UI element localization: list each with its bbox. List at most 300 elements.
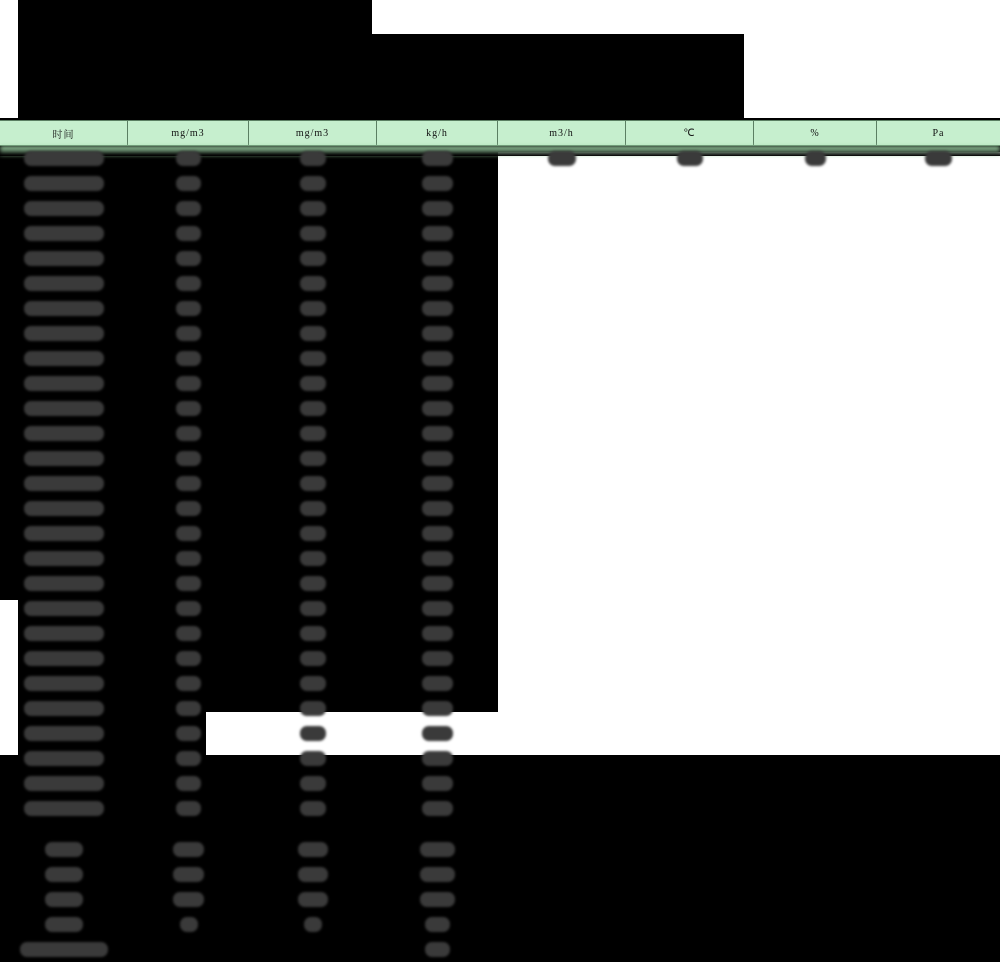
cell-value (300, 626, 326, 641)
table-cell-conc2 (249, 912, 377, 937)
table-cell-conc2 (249, 696, 377, 721)
table-cell-temp (626, 346, 754, 371)
table-cell-press (877, 146, 1000, 171)
cell-value (24, 751, 104, 766)
table-row (0, 621, 1000, 646)
cell-value (20, 942, 108, 957)
cell-value (24, 376, 104, 391)
table-cell-pct (754, 571, 877, 596)
table-row (0, 146, 1000, 171)
table-row (0, 296, 1000, 321)
table-row (0, 937, 1000, 962)
table-cell-press (877, 271, 1000, 296)
table-cell-pct (754, 421, 877, 446)
cell-value (422, 651, 453, 666)
cell-value (422, 576, 453, 591)
cell-value (173, 892, 203, 907)
table-cell-press (877, 621, 1000, 646)
cell-value (176, 726, 202, 741)
table-cell-mass (377, 446, 498, 471)
cell-value (300, 176, 326, 191)
table-cell-conc1 (128, 371, 249, 396)
table-cell-press (877, 746, 1000, 771)
table-cell-conc2 (249, 746, 377, 771)
table-cell-press (877, 446, 1000, 471)
table-row (0, 496, 1000, 521)
table-cell-conc2 (249, 296, 377, 321)
cell-value (45, 892, 83, 907)
table-cell-temp (626, 421, 754, 446)
table-cell-temp (626, 446, 754, 471)
table-cell-time (0, 471, 128, 496)
table-cell-mass (377, 246, 498, 271)
cell-value (24, 726, 104, 741)
cell-value (24, 651, 104, 666)
cell-value (176, 676, 202, 691)
table-cell-temp (626, 696, 754, 721)
table-cell-time (0, 646, 128, 671)
table-row (0, 696, 1000, 721)
table-block-separator (0, 821, 1000, 837)
table-cell-press (877, 246, 1000, 271)
table-cell-conc2 (249, 862, 377, 887)
cell-value (300, 326, 326, 341)
table-cell-time (0, 546, 128, 571)
table-row (0, 321, 1000, 346)
table-cell-conc2 (249, 146, 377, 171)
table-cell-pct (754, 471, 877, 496)
table-cell-press (877, 471, 1000, 496)
table-cell-time (0, 596, 128, 621)
table-cell-vol (498, 912, 626, 937)
table-cell-temp (626, 396, 754, 421)
cell-value (24, 176, 104, 191)
cell-value (425, 942, 451, 957)
table-cell-press (877, 296, 1000, 321)
cell-value (300, 401, 326, 416)
table-cell-time (0, 396, 128, 421)
table-cell-temp (626, 862, 754, 887)
cell-value (45, 917, 83, 932)
table-cell-conc1 (128, 221, 249, 246)
table-cell-vol (498, 171, 626, 196)
cell-value (24, 276, 104, 291)
table-cell-pct (754, 912, 877, 937)
table-cell-time (0, 571, 128, 596)
table-cell-press (877, 671, 1000, 696)
table-cell-conc1 (128, 546, 249, 571)
table-cell-press (877, 796, 1000, 821)
cell-value (176, 476, 202, 491)
table-cell-pct (754, 596, 877, 621)
table-cell-mass (377, 796, 498, 821)
table-cell-vol (498, 196, 626, 221)
table-cell-mass (377, 146, 498, 171)
cell-value (24, 151, 104, 166)
cell-value (304, 917, 322, 932)
cell-value (300, 551, 326, 566)
cell-value (300, 451, 326, 466)
unit-header-concentration-1: mg/m3 (128, 121, 249, 145)
table-cell-vol (498, 546, 626, 571)
table-row (0, 171, 1000, 196)
table-cell-pct (754, 246, 877, 271)
table-cell-pct (754, 696, 877, 721)
table-cell-conc1 (128, 171, 249, 196)
cell-value (24, 401, 104, 416)
table-cell-conc2 (249, 421, 377, 446)
cell-value (176, 451, 201, 466)
table-cell-conc2 (249, 321, 377, 346)
page-background-top-right-2 (744, 34, 1000, 118)
table-cell-time (0, 746, 128, 771)
table-cell-time (0, 296, 128, 321)
cell-value (176, 326, 202, 341)
table-cell-time (0, 912, 128, 937)
cell-value (300, 376, 326, 391)
table-cell-time (0, 696, 128, 721)
table-row (0, 771, 1000, 796)
table-cell-press (877, 696, 1000, 721)
table-cell-pct (754, 887, 877, 912)
table-cell-mass (377, 471, 498, 496)
table-cell-press (877, 346, 1000, 371)
table-cell-temp (626, 721, 754, 746)
table-cell-vol (498, 721, 626, 746)
table-row (0, 912, 1000, 937)
cell-value (176, 426, 202, 441)
table-cell-conc2 (249, 496, 377, 521)
table-cell-vol (498, 887, 626, 912)
table-cell-press (877, 496, 1000, 521)
table-cell-vol (498, 346, 626, 371)
cell-value (24, 626, 104, 641)
table-row (0, 546, 1000, 571)
table-cell-time (0, 446, 128, 471)
table-cell-pct (754, 446, 877, 471)
table-cell-conc1 (128, 646, 249, 671)
table-cell-time (0, 887, 128, 912)
table-row (0, 721, 1000, 746)
cell-value (422, 451, 453, 466)
cell-value (176, 176, 201, 191)
table-cell-vol (498, 371, 626, 396)
table-cell-conc2 (249, 521, 377, 546)
table-cell-mass (377, 696, 498, 721)
table-cell-conc1 (128, 446, 249, 471)
cell-value (176, 501, 202, 516)
cell-value (180, 917, 198, 932)
table-cell-time (0, 521, 128, 546)
cell-value (176, 226, 202, 241)
cell-value (45, 842, 83, 857)
cell-value (422, 476, 453, 491)
table-cell-conc1 (128, 696, 249, 721)
cell-value (422, 676, 453, 691)
table-cell-mass (377, 937, 498, 962)
table-cell-conc1 (128, 496, 249, 521)
table-cell-conc1 (128, 346, 249, 371)
unit-header-volume-flow: m3/h (498, 121, 626, 145)
table-cell-time (0, 271, 128, 296)
cell-value (422, 226, 453, 241)
table-cell-conc2 (249, 171, 377, 196)
table-cell-conc2 (249, 937, 377, 962)
cell-value (422, 601, 453, 616)
cell-value (422, 801, 453, 816)
table-cell-vol (498, 271, 626, 296)
table-cell-press (877, 371, 1000, 396)
table-cell-conc1 (128, 571, 249, 596)
cell-value (422, 351, 453, 366)
table-cell-vol (498, 246, 626, 271)
table-cell-pct (754, 837, 877, 862)
table-cell-press (877, 396, 1000, 421)
table-cell-pct (754, 862, 877, 887)
cell-value (176, 601, 201, 616)
table-cell-press (877, 421, 1000, 446)
table-cell-pct (754, 396, 877, 421)
table-cell-pct (754, 196, 877, 221)
table-cell-mass (377, 521, 498, 546)
table-unit-header-row (0, 120, 1000, 146)
unit-header-time: 时间 (0, 121, 128, 145)
cell-value (176, 376, 202, 391)
table-cell-pct (754, 521, 877, 546)
cell-value (176, 776, 201, 791)
table-cell-vol (498, 221, 626, 246)
cell-value (24, 476, 104, 491)
table-cell-pct (754, 646, 877, 671)
table-cell-temp (626, 937, 754, 962)
table-cell-mass (377, 371, 498, 396)
cell-value (176, 401, 202, 416)
table-cell-vol (498, 396, 626, 421)
table-cell-temp (626, 271, 754, 296)
unit-header-temperature: ℃ (626, 121, 754, 145)
cell-value (300, 801, 326, 816)
table-cell-conc2 (249, 571, 377, 596)
cell-value (422, 151, 453, 166)
table-cell-vol (498, 496, 626, 521)
table-cell-mass (377, 671, 498, 696)
table-cell-vol (498, 421, 626, 446)
page-background-top-right (372, 0, 1000, 34)
cell-value (422, 526, 453, 541)
table-cell-conc2 (249, 771, 377, 796)
table-cell-mass (377, 862, 498, 887)
cell-value (24, 301, 104, 316)
cell-value (176, 626, 202, 641)
table-cell-time (0, 621, 128, 646)
table-row (0, 396, 1000, 421)
table-cell-temp (626, 321, 754, 346)
cell-value (422, 326, 453, 341)
table-cell-conc2 (249, 246, 377, 271)
cell-value (422, 401, 453, 416)
table-cell-mass (377, 396, 498, 421)
cell-value (422, 626, 453, 641)
table-row (0, 471, 1000, 496)
table-cell-mass (377, 296, 498, 321)
table-cell-conc1 (128, 887, 249, 912)
table-cell-press (877, 721, 1000, 746)
table-cell-pct (754, 771, 877, 796)
table-cell-time (0, 837, 128, 862)
table-cell-time (0, 321, 128, 346)
table-cell-conc1 (128, 596, 249, 621)
table-row (0, 837, 1000, 862)
table-cell-pct (754, 621, 877, 646)
cell-value (24, 251, 104, 266)
table-cell-vol (498, 321, 626, 346)
table-cell-press (877, 596, 1000, 621)
cell-value (24, 776, 104, 791)
table-cell-temp (626, 296, 754, 321)
table-cell-time (0, 196, 128, 221)
table-cell-temp (626, 246, 754, 271)
cell-value (298, 842, 329, 857)
table-cell-vol (498, 446, 626, 471)
table-cell-conc1 (128, 471, 249, 496)
unit-header-mass-flow: kg/h (377, 121, 498, 145)
table-cell-pct (754, 221, 877, 246)
table-cell-mass (377, 421, 498, 446)
cell-value (422, 551, 453, 566)
cell-value (300, 201, 326, 216)
unit-header-pressure: Pa (932, 127, 945, 139)
table-cell-vol (498, 646, 626, 671)
cell-value (300, 426, 326, 441)
table-cell-mass (377, 837, 498, 862)
table-cell-temp (626, 646, 754, 671)
cell-value (176, 301, 201, 316)
table-cell-mass (377, 196, 498, 221)
table-cell-conc1 (128, 621, 249, 646)
table-cell-vol (498, 837, 626, 862)
table-cell-pct (754, 721, 877, 746)
table-cell-mass (377, 496, 498, 521)
cell-value (24, 676, 104, 691)
cell-value (24, 601, 104, 616)
table-cell-time (0, 721, 128, 746)
cell-value (300, 676, 326, 691)
cell-value (300, 526, 326, 541)
table-cell-time (0, 937, 128, 962)
table-cell-mass (377, 271, 498, 296)
table-cell-temp (626, 471, 754, 496)
cell-value (298, 892, 329, 907)
table-cell-temp (626, 746, 754, 771)
table-cell-mass (377, 346, 498, 371)
table-cell-mass (377, 571, 498, 596)
cell-value (24, 526, 104, 541)
cell-value (422, 301, 453, 316)
table-cell-temp (626, 496, 754, 521)
table-cell-vol (498, 796, 626, 821)
cell-value (420, 892, 456, 907)
table-cell-mass (377, 321, 498, 346)
cell-value (300, 601, 326, 616)
table-cell-conc1 (128, 296, 249, 321)
table-cell-temp (626, 671, 754, 696)
table-cell-press (877, 887, 1000, 912)
table-row (0, 371, 1000, 396)
table-cell-time (0, 771, 128, 796)
table-cell-press (877, 837, 1000, 862)
table-cell-temp (626, 621, 754, 646)
table-cell-conc2 (249, 446, 377, 471)
table-cell-mass (377, 746, 498, 771)
table-cell-vol (498, 296, 626, 321)
cell-value (422, 751, 453, 766)
cell-value (422, 201, 453, 216)
table-cell-conc2 (249, 621, 377, 646)
table-row (0, 746, 1000, 771)
table-cell-time (0, 421, 128, 446)
table-row (0, 887, 1000, 912)
table-cell-press (877, 171, 1000, 196)
cell-value (24, 501, 104, 516)
table-cell-conc2 (249, 646, 377, 671)
table-cell-conc2 (249, 546, 377, 571)
table-row (0, 346, 1000, 371)
table-cell-pct (754, 321, 877, 346)
cell-value (24, 576, 104, 591)
cell-value (176, 276, 202, 291)
table-cell-time (0, 862, 128, 887)
table-cell-vol (498, 571, 626, 596)
page-background-left-margin (0, 0, 18, 118)
cell-value (24, 801, 104, 816)
table-cell-vol (498, 621, 626, 646)
table-cell-pct (754, 171, 877, 196)
table-cell-vol (498, 671, 626, 696)
cell-value (24, 326, 104, 341)
table-cell-temp (626, 771, 754, 796)
table-cell-pct (754, 937, 877, 962)
cell-value (173, 867, 204, 882)
table-cell-pct (754, 346, 877, 371)
table-row (0, 221, 1000, 246)
table-cell-conc1 (128, 671, 249, 696)
cell-value (300, 726, 326, 741)
cell-value (422, 276, 453, 291)
cell-value (422, 501, 453, 516)
table-row (0, 596, 1000, 621)
table-cell-time (0, 671, 128, 696)
cell-value (548, 151, 576, 166)
cell-value (420, 842, 456, 857)
table-cell-conc1 (128, 771, 249, 796)
cell-value (176, 801, 202, 816)
table-cell-conc1 (128, 246, 249, 271)
table-cell-pct (754, 296, 877, 321)
table-cell-mass (377, 887, 498, 912)
table-cell-temp (626, 546, 754, 571)
table-cell-press (877, 546, 1000, 571)
cell-value (24, 451, 104, 466)
table-cell-press (877, 646, 1000, 671)
unit-header-concentration-2: mg/m3 (249, 121, 377, 145)
table-cell-temp (626, 371, 754, 396)
table-cell-mass (377, 912, 498, 937)
table-cell-mass (377, 771, 498, 796)
table-cell-conc2 (249, 887, 377, 912)
table-cell-press (877, 862, 1000, 887)
table-row (0, 446, 1000, 471)
table-cell-time (0, 346, 128, 371)
